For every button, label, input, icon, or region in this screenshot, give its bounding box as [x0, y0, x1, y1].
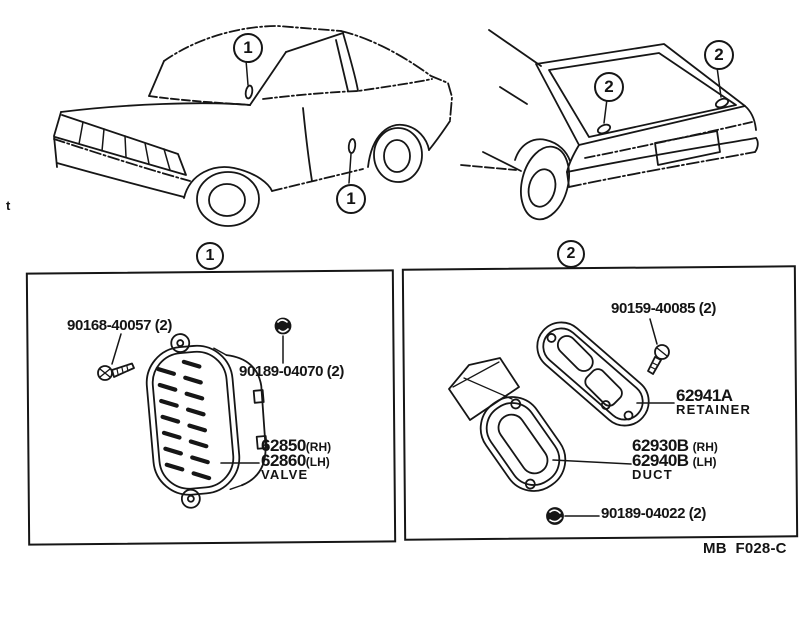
duct-rh-suffix: (RH): [692, 440, 718, 454]
retainer-part-drawing: [527, 313, 658, 436]
panel2-parts: [449, 313, 674, 524]
leader-screw2: [650, 319, 657, 344]
part-label-screw-1: 90168-40057 (2): [67, 317, 172, 334]
screw-icon: [98, 364, 134, 381]
callout-front-top: 1: [233, 33, 263, 63]
part-label-retainer: [676, 388, 751, 417]
screw-icon-2: [648, 345, 669, 374]
duct-name: DUCT: [632, 467, 673, 482]
callout-rear-right: 2: [704, 40, 734, 70]
grommet-icon: [276, 319, 291, 334]
callout-panel-2: 2: [557, 240, 585, 268]
part-label-grommet-1: 90189-04070 (2): [239, 363, 344, 380]
callout-panel-1: 1: [196, 242, 224, 270]
part-label-duct: [632, 438, 718, 482]
leader-screw1: [112, 334, 121, 364]
stray-scan-mark: t: [6, 198, 11, 213]
part-label-screw-2: 90159-40085 (2): [611, 300, 716, 317]
valve-part-drawing: [143, 327, 273, 510]
duct-part-drawing: [449, 358, 577, 503]
duct-rh-number: 62930B: [632, 436, 689, 455]
valve-rh-suffix: (RH): [305, 440, 332, 454]
part-label-valve: [261, 438, 331, 482]
quarter-vent-part-mark: [348, 139, 356, 154]
callout-front-side: 1: [336, 184, 366, 214]
retainer-number: 62941A: [676, 386, 733, 405]
callout-rear-left: 2: [594, 72, 624, 102]
nut-icon: [547, 508, 563, 524]
part-label-nut-2: 90189-04022 (2): [601, 505, 706, 522]
duct-lh-number: 62940B: [632, 451, 689, 470]
valve-rh-number: 62850: [261, 436, 306, 455]
cowl-vent-part-mark: [245, 85, 254, 99]
valve-lh-suffix: (LH): [305, 455, 330, 469]
figure-code: MB F028-C: [703, 540, 787, 557]
valve-name: VALVE: [261, 467, 309, 482]
duct-lh-suffix: (LH): [692, 455, 717, 469]
retainer-name: RETAINER: [676, 402, 752, 417]
valve-lh-number: 62860: [261, 451, 306, 470]
